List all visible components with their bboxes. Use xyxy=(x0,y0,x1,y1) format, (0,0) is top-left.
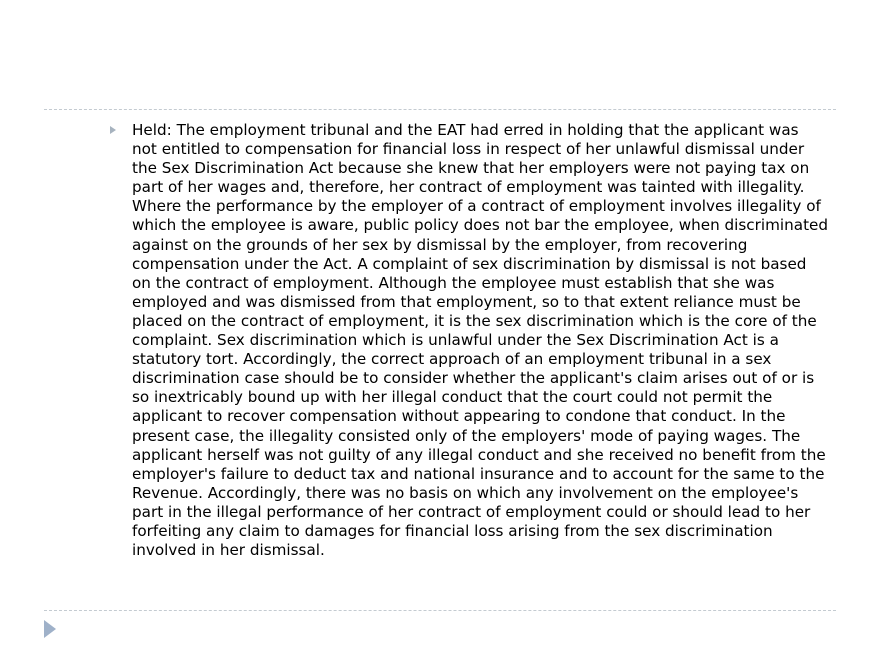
triangle-bullet-icon xyxy=(110,126,116,134)
held-paragraph: Held: The employment tribunal and the EAT had erred in holding that the applicant was not entitled to compensation for financial loss in respect of her unlawful dismissal under the Sex Discrimination Act because she knew that her employers were not paying tax on part of her wages and, therefore, her contract of employment was tainted with illegality. Where the performance by the employer of a contract of employment involves illegality of which the employee is aware, public policy does not bar the employee, when discriminated against on the grounds of her sex by dismissal by the employer, from recovering compensation under the Act. A complaint of sex discrimination by dismissal is not based on the contract of employment. Although the employee must establish that she was employed and was dismissed from that employment, so to that extent reliance must be placed on the contract of employment, it is the sex discrimination which is the core of the complaint. Sex discrimination which is unlawful under the Sex Discrimination Act is a statutory tort. Accordingly, the correct approach of an employment tribunal in a sex discrimination case should be to consider whether the applicant's claim arises out of or is so inextricably bound up with her illegal conduct that the court could not permit the applicant to recover compensation without appearing to condone that conduct. In the present case, the illegality consisted only of the employers' mode of paying wages. The applicant herself was not guilty of any illegal conduct and she received no benefit from the employer's failure to deduct tax and national insurance and to account for the same to the Revenue. Accordingly, there was no basis on which any involvement on the employee's part in the illegal performance of her contract of employment could or should lead to her forfeiting any claim to damages for financial loss arising from the sex discrimination involved in her dismissal. xyxy=(132,121,829,560)
top-divider xyxy=(44,109,836,110)
next-slide-arrow-icon[interactable] xyxy=(44,620,56,638)
bottom-divider xyxy=(44,610,836,611)
